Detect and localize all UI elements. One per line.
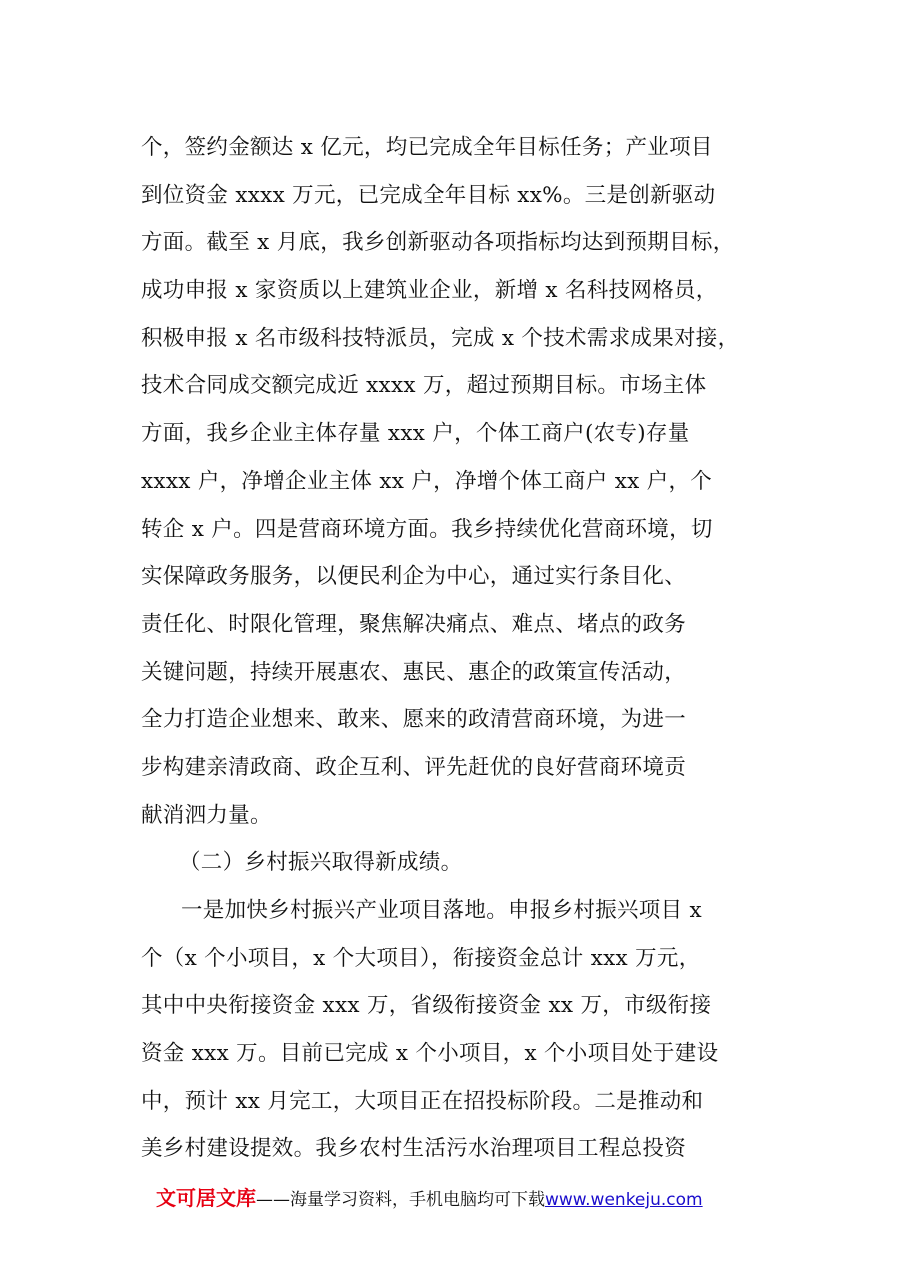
text-line: 其中中央衔接资金 xxx 万，省级衔接资金 xx 万，市级衔接: [141, 993, 712, 1019]
text-line: 到位资金 xxxx 万元，已完成全年目标 xx%。三是创新驱动: [141, 182, 716, 208]
text-line: 关键问题，持续开展惠农、惠民、惠企的政策宣传活动，: [141, 659, 687, 685]
document-body: [141, 124, 801, 1173]
text-line: 全力打造企业想来、敢来、愿来的政清营商环境，为进一: [141, 707, 687, 733]
text-line: 个（x 个小项目，x 个大项目），衔接资金总计 xxx 万元，: [141, 945, 701, 971]
website-link[interactable]: www.wenkeju.com: [545, 1190, 703, 1210]
text-line: 个，签约金额达 x 亿元，均已完成全年目标任务；产业项目: [141, 135, 713, 160]
text-line: 责任化、时限化管理，聚焦解决痛点、难点、堵点的政务: [141, 611, 687, 637]
text-line: 资金 xxx 万。目前已完成 x 个小项目，x 个小项目处于建设: [141, 1041, 719, 1067]
text-line: 一是加快乡村振兴产业项目落地。申报乡村振兴项目 x: [181, 898, 702, 923]
text-line: 积极申报 x 名市级科技特派员，完成 x 个技术需求成果对接，: [141, 325, 740, 351]
text-line: 方面。截至 x 月底，我乡创新驱动各项指标均达到预期目标，: [141, 230, 735, 256]
brand-name: 文可居文库: [156, 1186, 256, 1210]
text-line: 技术合同成交额完成近 xxxx 万，超过预期目标。市场主体: [141, 373, 707, 399]
text-line: 成功申报 x 家资质以上建筑业企业，新增 x 名科技网格员，: [141, 278, 718, 304]
page-footer: [156, 1181, 776, 1215]
text-line: 实保障政务服务，以便民利企为中心，通过实行条目化、: [141, 564, 687, 590]
text-line: 转企 x 户。四是营商环境方面。我乡持续优化营商环境，切: [141, 516, 713, 542]
text-line: xxxx 户，净增企业主体 xx 户，净增个体工商户 xx 户，个: [141, 468, 713, 494]
text-line: 献消泗力量。: [141, 802, 272, 828]
section-heading: （二）乡村振兴取得新成绩。: [179, 850, 463, 876]
text-line: 美乡村建设提效。我乡农村生活污水治理项目工程总投资: [141, 1136, 687, 1162]
text-line: 方面，我乡企业主体存量 xxx 户，个体工商户(农专)存量: [141, 421, 690, 447]
footer-tagline: ——海量学习资料，手机电脑均可下载: [256, 1190, 545, 1210]
text-line: 中，预计 xx 月完工，大项目正在招投标阶段。二是推动和: [141, 1088, 704, 1114]
text-line: 步构建亲清政商、政企互利、评先赶优的良好营商环境贡: [141, 754, 687, 780]
